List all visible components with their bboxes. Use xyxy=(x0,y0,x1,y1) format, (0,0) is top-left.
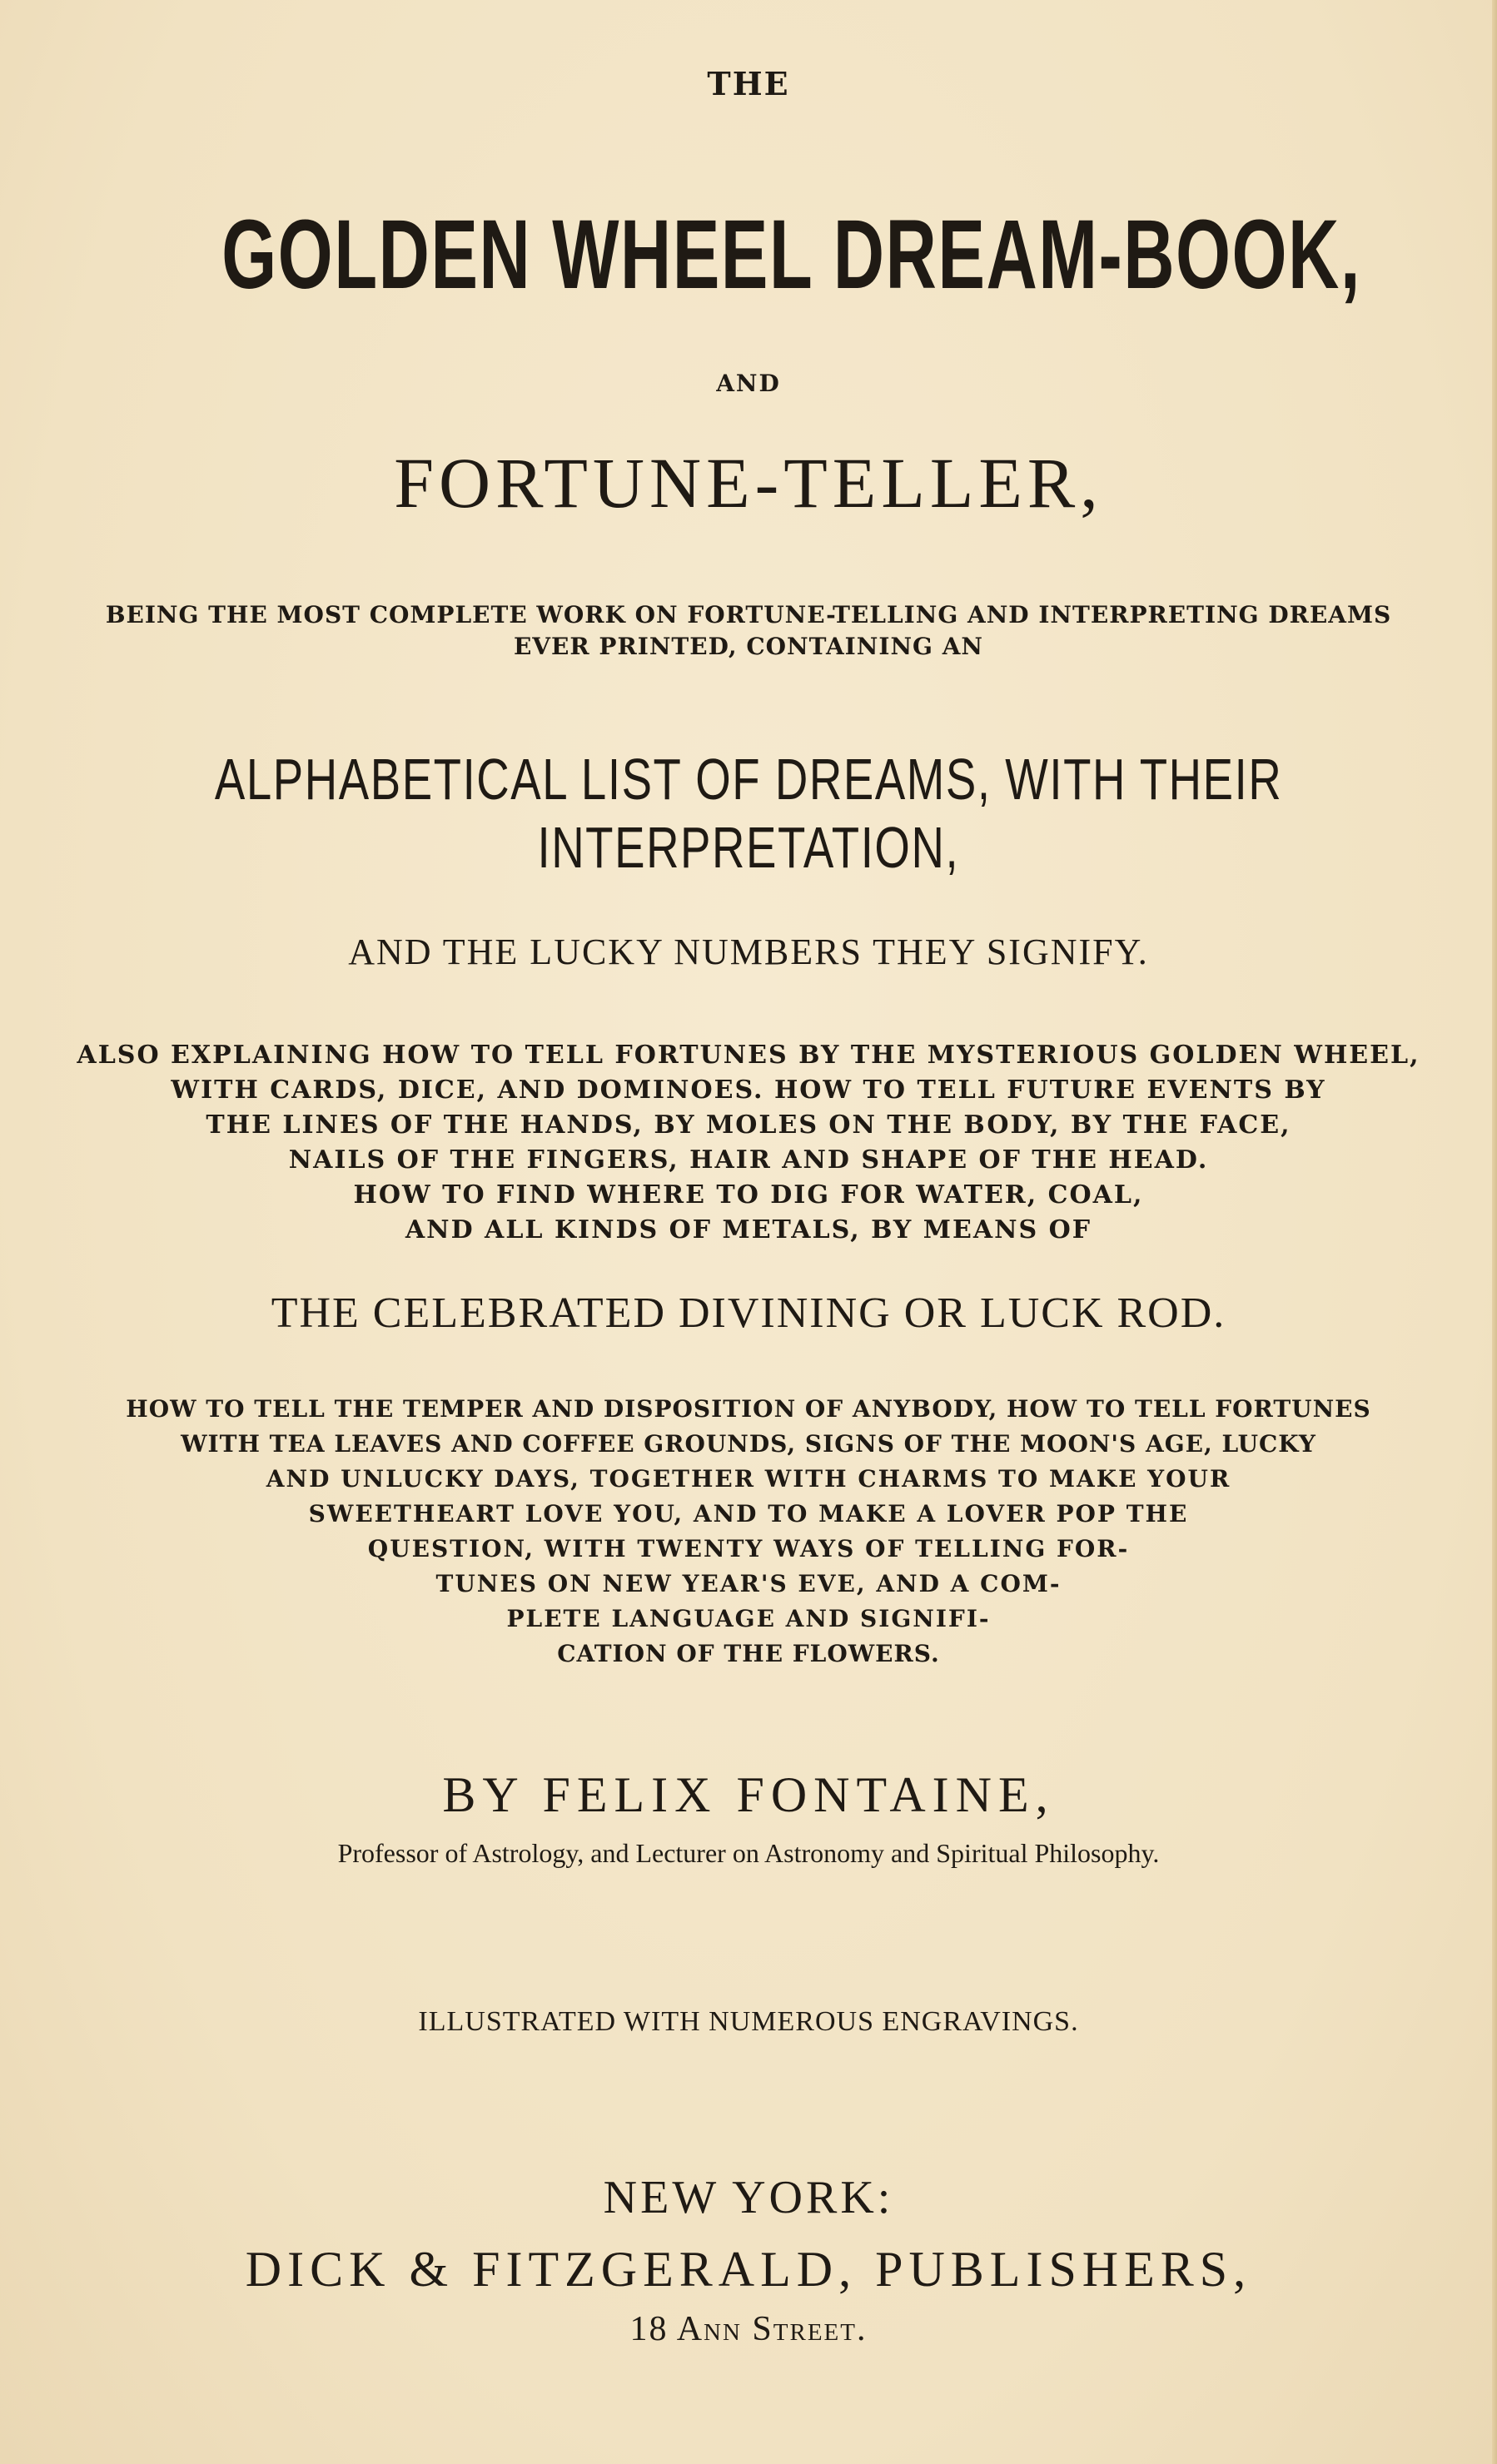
also-line: HOW TO FIND WHERE TO DIG FOR WATER, COAL, xyxy=(353,1180,1144,1210)
main-title xyxy=(0,198,1497,311)
illustrated-line: ILLUSTRATED WITH NUMEROUS ENGRAVINGS. xyxy=(418,2006,1079,2037)
how-line: HOW TO TELL THE TEMPER AND DISPOSITION OF ANYBODY, HOW TO TELL FORTUNES xyxy=(126,1395,1371,1423)
publisher-name: DICK & FITZGERALD, PUBLISHERS, xyxy=(245,2242,1252,2297)
publisher-city: NEW YORK: xyxy=(603,2172,894,2223)
page-edge xyxy=(1492,0,1497,2464)
being-line-1: BEING THE MOST COMPLETE WORK ON FORTUNE-TELLING AND INTERPRETING DREAMS xyxy=(105,601,1392,628)
divining-rod: THE CELEBRATED DIVINING OR LUCK ROD. xyxy=(271,1289,1226,1337)
publisher-address: 18 Ann Street. xyxy=(629,2310,868,2348)
also-line: WITH CARDS, DICE, AND DOMINOES. HOW TO TELL FUTURE EVENTS BY xyxy=(171,1076,1326,1105)
how-line: AND UNLUCKY DAYS, TOGETHER WITH CHARMS TO MAKE YOUR xyxy=(266,1465,1231,1493)
how-line: QUESTION, WITH TWENTY WAYS OF TELLING FOR- xyxy=(367,1535,1130,1562)
also-line: ALSO EXPLAINING HOW TO TELL FORTUNES BY THE MYSTERIOUS GOLDEN WHEEL, xyxy=(77,1041,1420,1070)
how-line: WITH TEA LEAVES AND COFFEE GROUNDS, SIGNS OF THE MOON'S AGE, LUCKY xyxy=(181,1430,1316,1458)
how-line: PLETE LANGUAGE AND SIGNIFI- xyxy=(506,1605,991,1632)
alpha-line-1-text: ALPHABETICAL LIST OF DREAMS, WITH THEIR xyxy=(214,747,1283,812)
also-line: THE LINES OF THE HANDS, BY MOLES ON THE BODY, BY THE FACE, xyxy=(206,1110,1291,1140)
subtitle: FORTUNE-TELLER, xyxy=(394,443,1103,523)
being-line-2: EVER PRINTED, CONTAINING AN xyxy=(513,633,984,660)
also-line: AND ALL KINDS OF METALS, BY MEANS OF xyxy=(405,1215,1092,1244)
lucky-numbers: AND THE LUCKY NUMBERS THEY SIGNIFY. xyxy=(348,931,1149,972)
title-the: THE xyxy=(707,65,790,102)
main-title-text: GOLDEN WHEEL DREAM-BOOK, xyxy=(221,200,1361,310)
title-and: AND xyxy=(716,370,781,397)
how-line: SWEETHEART LOVE YOU, AND TO MAKE A LOVER POP THE xyxy=(308,1500,1189,1528)
author-line: BY FELIX FONTAINE, xyxy=(442,1767,1055,1822)
how-line: CATION OF THE FLOWERS. xyxy=(557,1640,940,1667)
how-line: TUNES ON NEW YEAR'S EVE, AND A COM- xyxy=(435,1570,1062,1597)
author-credentials: Professor of Astrology, and Lecturer on Astronomy and Spiritual Philosophy. xyxy=(337,1838,1160,1868)
alpha-line-2-text: INTERPRETATION, xyxy=(537,815,960,880)
also-line: NAILS OF THE FINGERS, HAIR AND SHAPE OF THE HEAD. xyxy=(288,1145,1209,1175)
alpha-line-1 xyxy=(0,746,1497,812)
alpha-line-2 xyxy=(0,814,1497,881)
